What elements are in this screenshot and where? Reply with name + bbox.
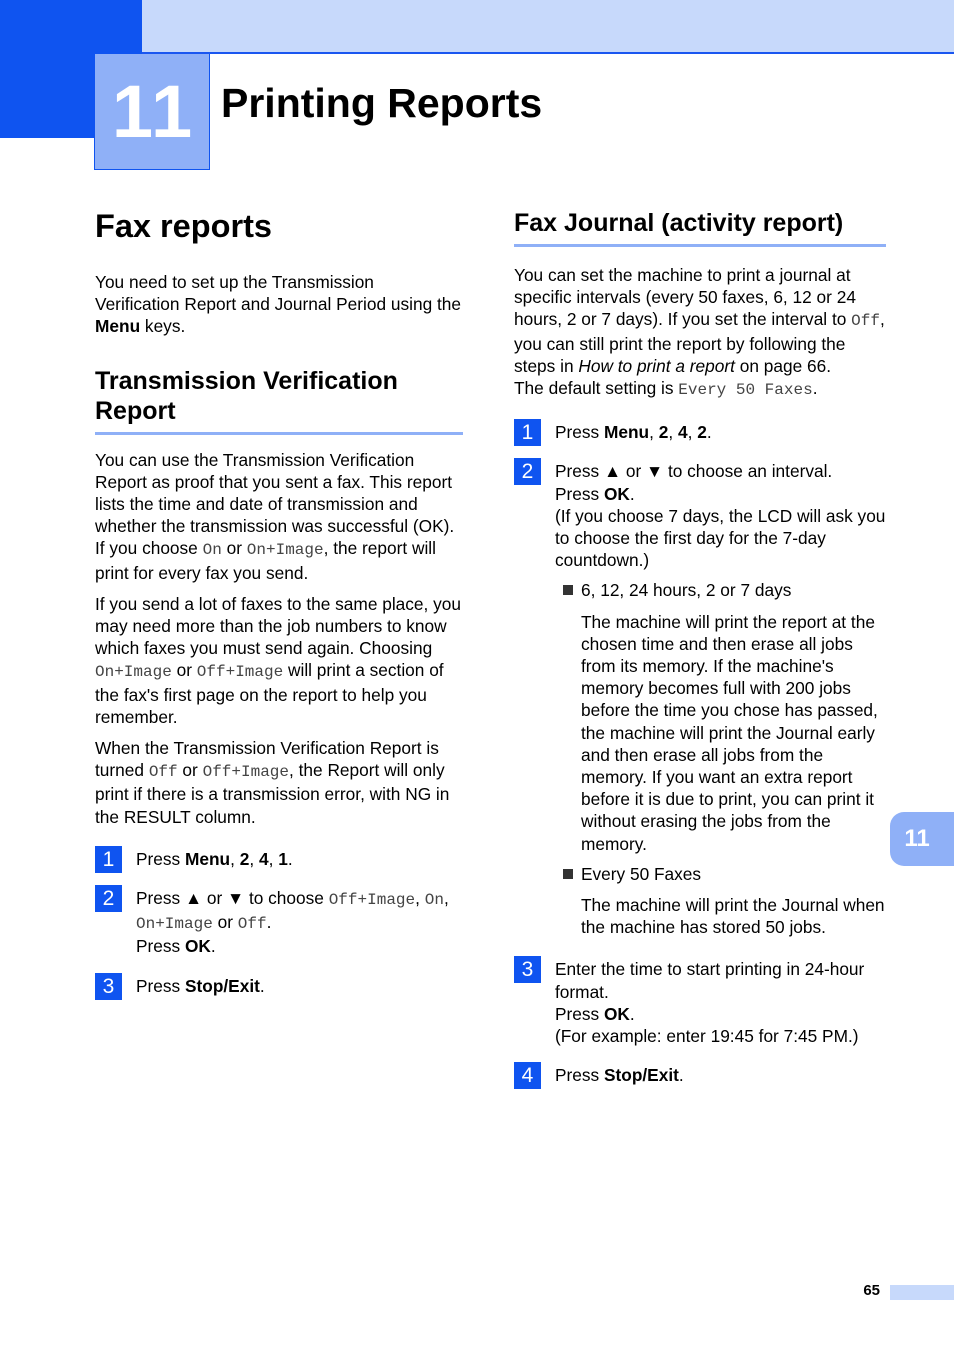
chapter-number-box (94, 54, 210, 170)
step-number: 2 (95, 885, 122, 912)
right-column (514, 200, 886, 1087)
bullet-interval-hours-days: 6, 12, 24 hours, 2 or 7 days (555, 579, 886, 601)
step-number: 3 (95, 973, 122, 1000)
intro-paragraph: You need to set up the Transmission Verification Report and Journal Period using the Menu keys. (95, 272, 462, 337)
step-1: 1 Press Menu, 2, 4, 1. (95, 848, 463, 870)
bullet-square-icon (563, 869, 573, 879)
step-4: 4 Press Stop/Exit. (514, 1064, 886, 1086)
page-number: 65 (863, 1282, 880, 1299)
bullet-description: The machine will print the Journal when the machine has stored 50 jobs. (581, 895, 885, 938)
step-2: 2 Press ▲ or ▼ to choose an interval. Press OK. (If you choose 7 days, the LCD will ask you to choose the first day for the 7-day countdown.) 6, 12, 24 hours, 2 or 7 days The machine will print the report at the chosen time and then erase all jobs from its memory. If the machine's memory becomes full with 200 jobs before the time you chose has passed, the machine will print the Journal early and then erase all jobs from the memory. If you want an extra report before it is due to print, you can print it without erasing the jobs from the memory. Every 50 Faxes The machine will print the Journal when the machine has stored 50 jobs. (514, 460, 886, 938)
header-band (0, 0, 954, 52)
subheading-fax-journal: Fax Journal (activity report) (514, 208, 886, 247)
bullet-every-50-faxes: Every 50 Faxes (555, 863, 886, 885)
chapter-title: Printing Reports (221, 80, 543, 126)
subheading-transmission-verification: Transmission Verification Report (95, 366, 463, 435)
step-2: 2 Press ▲ or ▼ to choose Off+Image, On, On+Image or Off. Press OK. (95, 887, 463, 958)
footer-bar (890, 1285, 954, 1300)
step-number: 1 (95, 846, 122, 873)
left-column (95, 200, 463, 997)
chapter-side-tab (890, 812, 954, 866)
tvr-paragraph-1: You can use the Transmission Verification Report as proof that you sent a fax. This report lists the time and date of transmission and whether the transmission was successful (OK). If you choose On or On+Image, the report will print for every fax you send. (95, 449, 455, 583)
section-heading-fax-reports: Fax reports (95, 208, 273, 244)
tvr-paragraph-2: If you send a lot of faxes to the same place, you may need more than the job numbers to know which faxes you must send again. Choosing On+Image or Off+Image will print a section of the fax's first page on the report to help you remember. (95, 593, 462, 727)
step-3: 3 Enter the time to start printing in 24-hour format. Press OK. (For example: enter 19:45 for 7:45 PM.) (514, 958, 886, 1047)
step-number: 2 (514, 458, 541, 485)
step-number: 3 (514, 956, 541, 983)
bullet-square-icon (563, 585, 573, 595)
tvr-paragraph-3: When the Transmission Verification Report is turned Off or Off+Image, the Report will only print if there is a transmission error, with NG in the RESULT column. (95, 738, 450, 827)
journal-paragraph: You can set the machine to print a journal at specific intervals (every 50 faxes, 6, 12 or 24 hours, 2 or 7 days). If you set the interval to Off, you can still print the report by following the steps in How to print a report on page 66. The default setting is Every 50 Faxes. (514, 265, 885, 400)
side-tab-number: 11 (904, 825, 930, 852)
bullet-description: The machine will print the report at the chosen time and then erase all jobs from its memory. If the machine's memory becomes full with 200 jobs before the time you chose has passed, the machine will print the Journal early and then erase all jobs from the memory. If you want an extra report before it is due to print, you can print it without erasing the jobs from the memory. (581, 611, 878, 854)
chapter-number: 11 (111, 70, 195, 153)
step-number: 4 (514, 1062, 541, 1089)
step-3: 3 Press Stop/Exit. (95, 975, 463, 997)
step-1: 1 Press Menu, 2, 4, 2. (514, 421, 886, 443)
step-number: 1 (514, 419, 541, 446)
